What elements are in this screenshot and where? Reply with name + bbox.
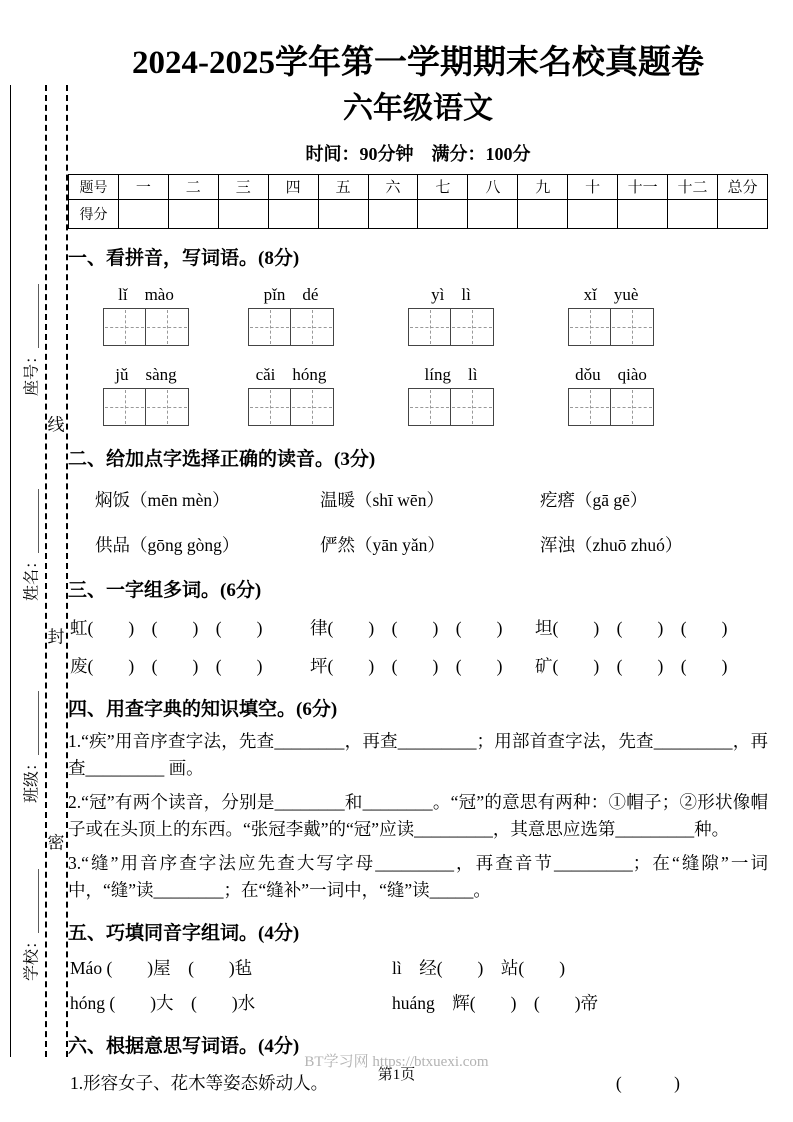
pronunciation-row-2 (68, 532, 768, 557)
pinyin-word-group (248, 280, 334, 346)
section5-heading: 五、巧填同音字组词。(4分) (68, 922, 300, 944)
pinyin-label: xǐ yuè (583, 284, 639, 304)
writing-cell (248, 308, 291, 346)
page-number: 第1页 (377, 1067, 416, 1083)
score-table-question-label: 题号 (69, 174, 119, 199)
pinyin-word-group (408, 280, 494, 346)
section3-heading: 三、一字组多词。(6分) (68, 579, 262, 601)
exam-subtitle: 六年级语文 (343, 91, 493, 125)
meaning-question-text: 1.形容女子、花木等姿态娇动人。 (70, 1072, 329, 1093)
pinyin-label: lǐ mào (118, 284, 174, 304)
writing-cell (451, 308, 494, 346)
writing-grid (103, 388, 189, 426)
homophone-group: hóng ( )大 ( )水 (70, 992, 256, 1013)
writing-cell (451, 388, 494, 426)
writing-grid (103, 308, 189, 346)
pinyin-label: líng lì (424, 364, 478, 384)
score-table-score-label: 得分 (69, 199, 119, 228)
word-building-row-2 (68, 653, 768, 678)
score-table-score-row (69, 199, 768, 228)
seal-dashed-line-inner (45, 85, 47, 1057)
writing-cell (146, 388, 189, 426)
pronunciation-row-1 (68, 487, 768, 512)
score-col-header: 三 (218, 174, 268, 199)
exam-title: 2024-2025学年第一学期期末名校真题卷 (132, 45, 704, 81)
pinyin-label: jǔ sàng (115, 364, 177, 384)
score-input-cell (368, 199, 418, 228)
score-input-cell (418, 199, 468, 228)
score-table (68, 174, 768, 229)
score-col-header: 七 (418, 174, 468, 199)
pinyin-row-1 (68, 280, 768, 346)
score-table-header-row (69, 174, 768, 199)
word-building-item: 坦( ) ( ) ( ) (535, 617, 728, 638)
score-col-header: 十 (568, 174, 618, 199)
section6-heading: 六、根据意思写词语。(4分) (68, 1035, 300, 1057)
writing-cell (291, 308, 334, 346)
pronunciation-item: 浑浊（zhuō zhuó） (540, 534, 683, 555)
pinyin-word-group (248, 360, 334, 426)
pinyin-row-2 (68, 360, 768, 426)
score-col-header: 八 (468, 174, 518, 199)
seal-char-secret: 密 (47, 833, 65, 853)
score-col-header: 六 (368, 174, 418, 199)
exam-page (68, 42, 768, 1095)
score-col-header: 十一 (618, 174, 668, 199)
homophone-group: lì 经( ) 站( ) (392, 957, 566, 978)
word-building-item: 坪( ) ( ) ( ) (310, 655, 503, 676)
pronunciation-item: 俨然（yān yǎn） (320, 534, 445, 555)
seal-field-school: 学校：＿＿＿＿ (23, 868, 41, 982)
writing-grid (408, 308, 494, 346)
page-border-line (10, 85, 11, 1057)
dictionary-question-1: 1.“疾”用音序查字法，先查________，再查_________；用部首查字法，先查_________，再查_________ 画。 (68, 730, 768, 778)
score-col-header: 十二 (668, 174, 718, 199)
pinyin-word-group (408, 360, 494, 426)
score-input-cell (668, 199, 718, 228)
word-building-item: 律( ) ( ) ( ) (310, 617, 503, 638)
pronunciation-item: 温暖（shī wēn） (320, 489, 444, 510)
score-input-cell (518, 199, 568, 228)
pinyin-label: yì lì (431, 284, 471, 304)
homophone-group: Máo ( )屋 ( )毡 (70, 957, 253, 978)
score-col-header: 一 (118, 174, 168, 199)
writing-cell (568, 388, 611, 426)
pinyin-word-group (568, 360, 654, 426)
writing-cell (408, 308, 451, 346)
homophone-row-2 (68, 990, 768, 1015)
score-col-header: 二 (168, 174, 218, 199)
pronunciation-item: 供品（gōng gòng） (95, 534, 240, 555)
score-input-cell (318, 199, 368, 228)
writing-cell (568, 308, 611, 346)
pinyin-word-group (568, 280, 654, 346)
word-building-item: 废( ) ( ) ( ) (70, 655, 263, 676)
section2-heading: 二、给加点字选择正确的读音。(3分) (68, 448, 376, 470)
score-input-cell (568, 199, 618, 228)
score-input-cell (168, 199, 218, 228)
pinyin-word-group (103, 360, 189, 426)
section1-heading: 一、看拼音，写词语。(8分) (68, 247, 300, 269)
writing-cell (611, 308, 654, 346)
pinyin-label: pǐn dé (263, 284, 319, 304)
writing-cell (611, 388, 654, 426)
writing-cell (408, 388, 451, 426)
pinyin-word-group (103, 280, 189, 346)
section4-heading: 四、用查字典的知识填空。(6分) (68, 698, 338, 720)
answer-blank: ( ) (615, 1072, 680, 1093)
seal-field-class: 班级：＿＿＿＿ (23, 690, 41, 804)
score-input-cell (268, 199, 318, 228)
score-input-cell (468, 199, 518, 228)
writing-grid (248, 388, 334, 426)
homophone-group: huáng 辉( ) ( )帝 (392, 992, 599, 1013)
watermark: BT学习网 https://btxuexi.com (304, 1054, 489, 1070)
score-col-header: 总分 (717, 174, 767, 199)
pinyin-label: cǎi hóng (255, 364, 327, 384)
score-input-cell (717, 199, 767, 228)
homophone-row-1 (68, 955, 768, 980)
seal-field-student-name: 姓名：＿＿＿＿ (23, 488, 41, 602)
score-input-cell (118, 199, 168, 228)
writing-grid (408, 388, 494, 426)
writing-cell (291, 388, 334, 426)
score-col-header: 五 (318, 174, 368, 199)
word-building-row-1 (68, 615, 768, 640)
score-col-header: 九 (518, 174, 568, 199)
writing-cell (103, 388, 146, 426)
score-input-cell (618, 199, 668, 228)
pinyin-label: dǒu qiào (575, 364, 647, 384)
dictionary-question-2: 2.“冠”有两个读音，分别是________和________。“冠”的意思有两种：①帽子；②形状像帽子或在头顶上的东西。“张冠李戴”的“冠”应读_________，其意思应选第_________种。 (68, 791, 768, 839)
seal-char-line: 线 (47, 415, 65, 435)
writing-grid (248, 308, 334, 346)
word-building-item: 矿( ) ( ) ( ) (535, 655, 728, 676)
dictionary-question-3: 3.“缝”用音序查字法应先查大写字母_________，再查音节_________；在“缝隙”一词中，“缝”读________；在“缝补”一词中，“缝”读_____。 (68, 852, 768, 900)
writing-cell (103, 308, 146, 346)
seal-field-seat-number: 座号：＿＿＿＿ (23, 283, 41, 397)
writing-grid (568, 388, 654, 426)
writing-cell (248, 388, 291, 426)
score-col-header: 四 (268, 174, 318, 199)
exam-time-score-meta: 时间：90分钟 满分：100分 (305, 143, 531, 164)
pronunciation-item: 焖饭（mēn mèn） (95, 489, 230, 510)
writing-cell (146, 308, 189, 346)
word-building-item: 虹( ) ( ) ( ) (70, 617, 263, 638)
writing-grid (568, 308, 654, 346)
seal-char-seal: 封 (47, 627, 65, 647)
score-input-cell (218, 199, 268, 228)
pronunciation-item: 疙瘩（gā gē） (540, 489, 648, 510)
